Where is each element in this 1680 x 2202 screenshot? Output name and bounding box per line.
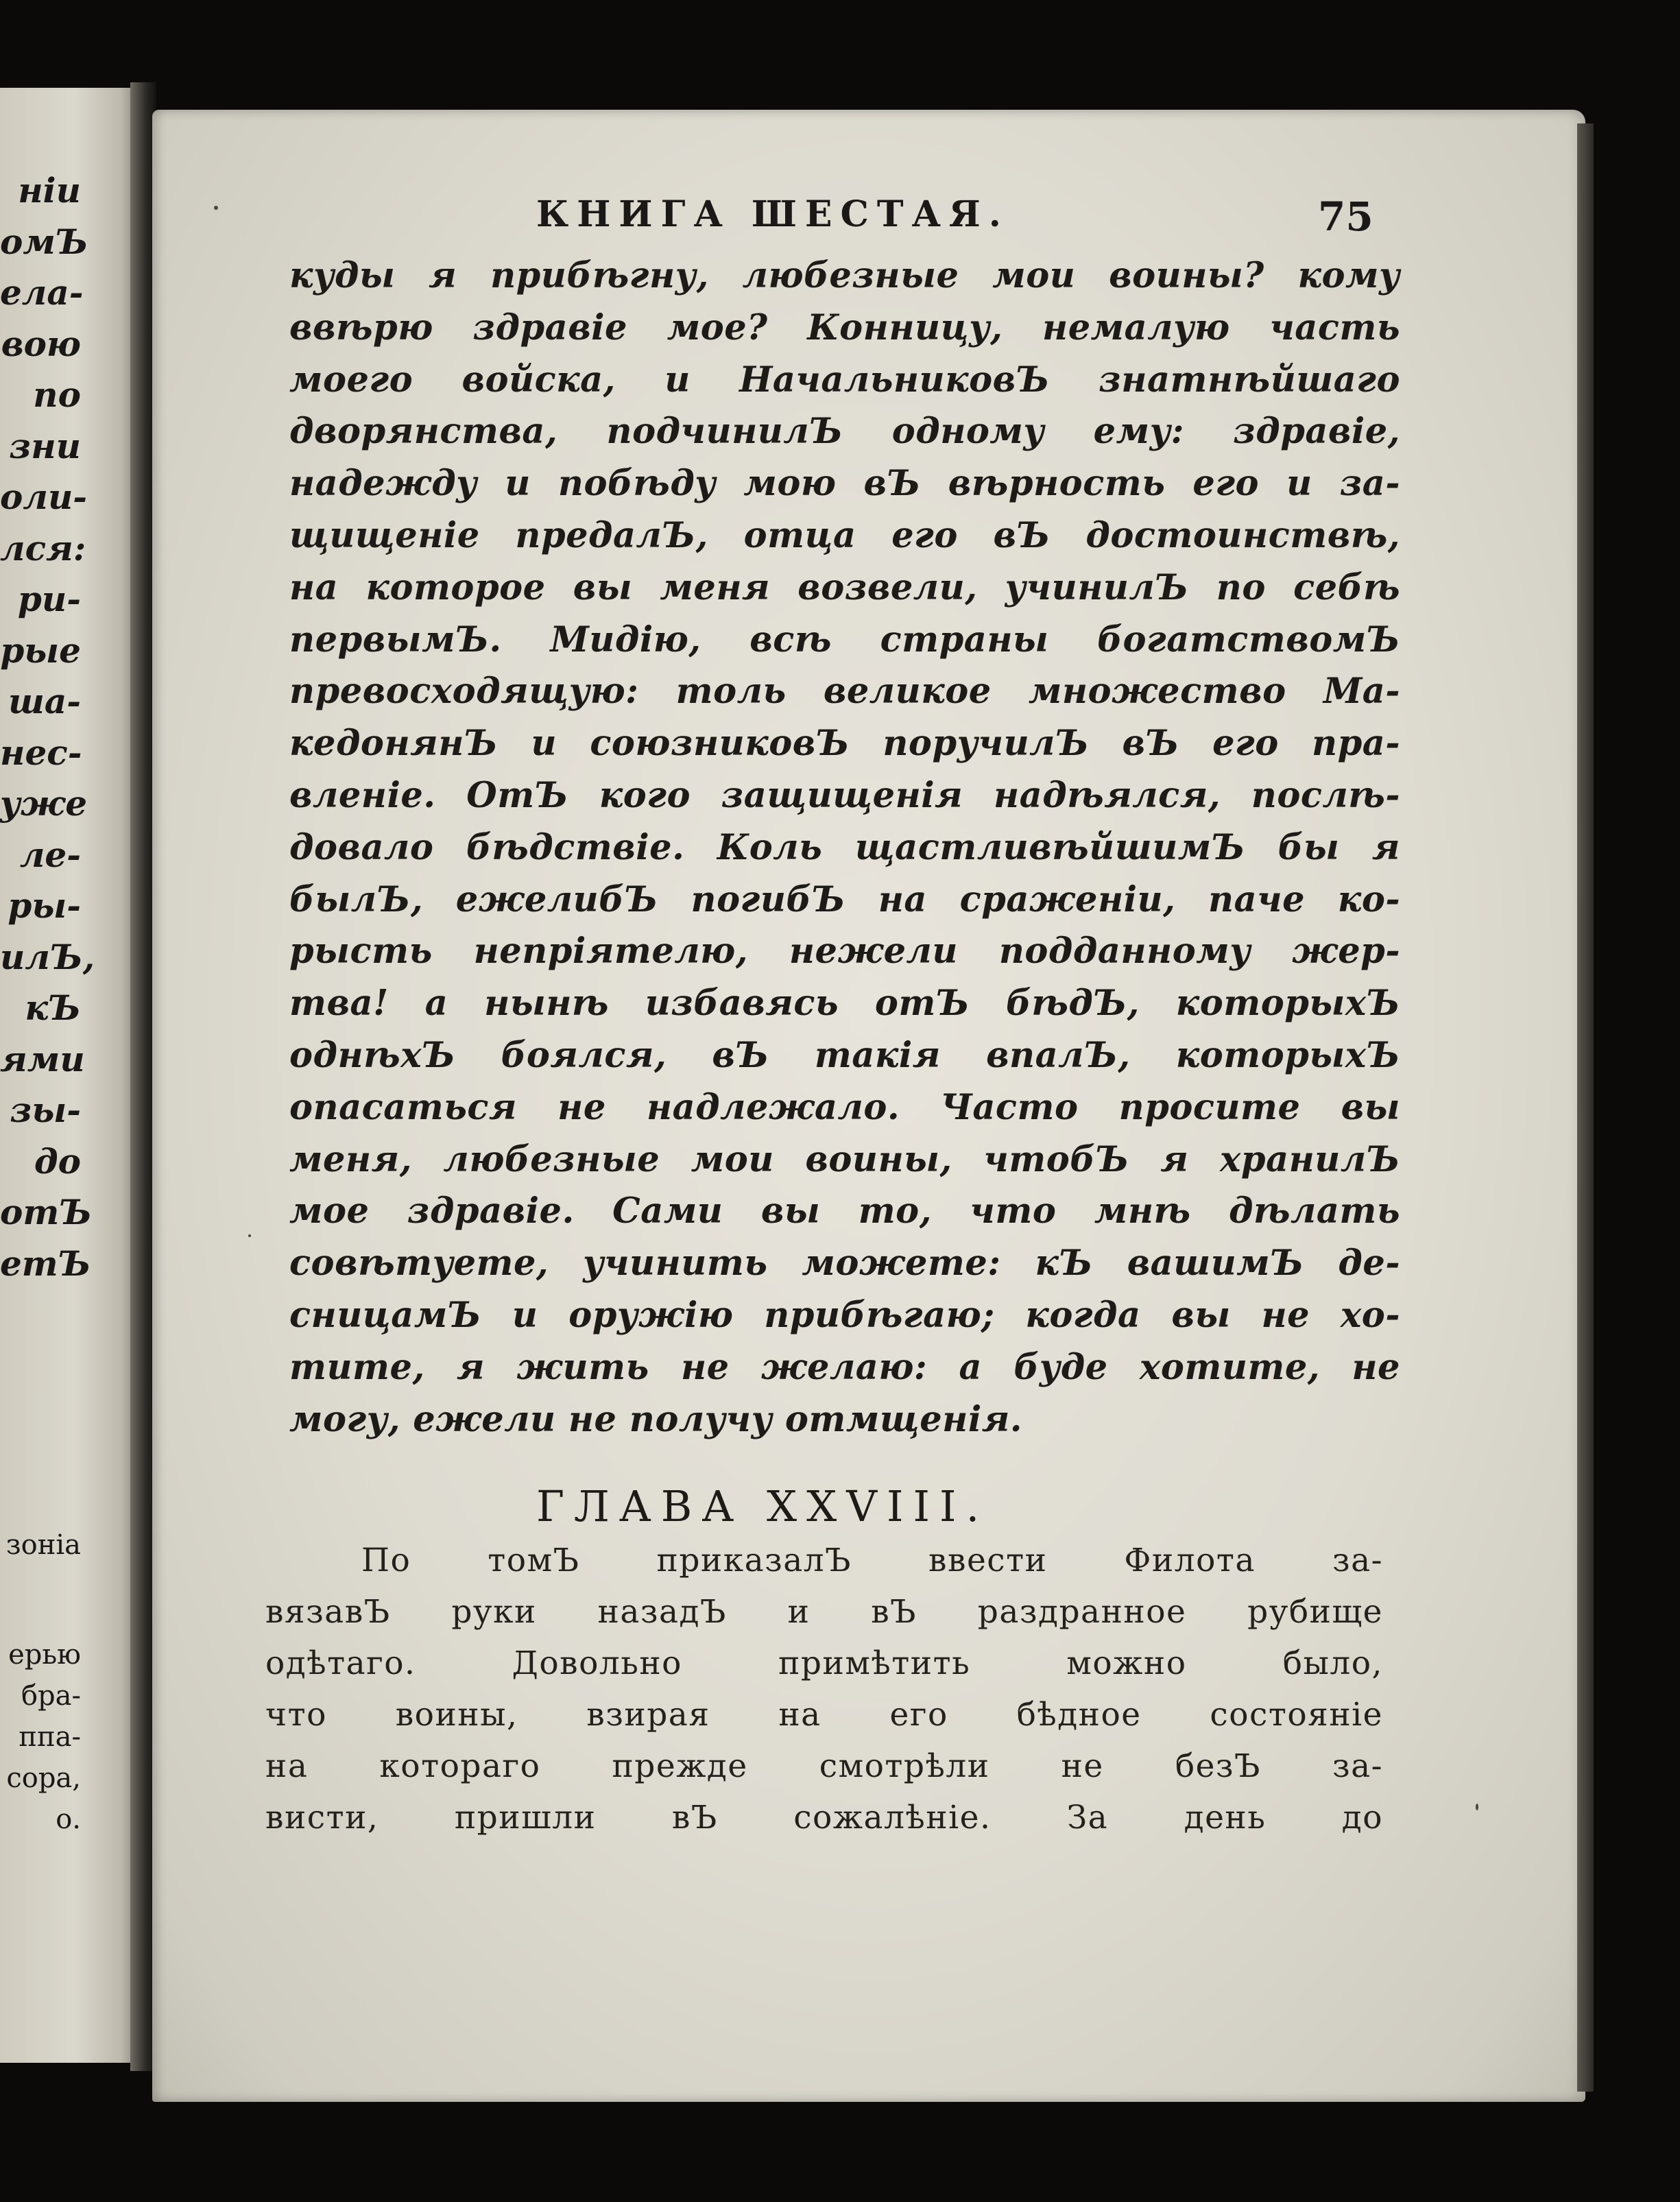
text-line: рысть непріятелю, нежели подданному жер- xyxy=(289,931,1400,972)
text-line: кедонянЪ и союзниковЪ поручилЪ вЪ его пра- xyxy=(289,723,1400,765)
left-page-line: по xyxy=(33,374,81,415)
left-page-line: ша- xyxy=(8,681,81,721)
left-page-line: рые xyxy=(0,630,81,671)
left-page-line: сора, xyxy=(6,1762,81,1794)
left-page-line: ерью xyxy=(8,1639,81,1671)
text-line: совѣтуете, учинить можете: кЪ вашимЪ де- xyxy=(289,1243,1400,1284)
text-line: вязавЪ руки назадЪ и вЪ раздранное рубище xyxy=(265,1593,1383,1631)
text-line: моего войска, и НачальниковЪ знатнѣйшаго xyxy=(289,359,1400,400)
left-page-line: омЪ xyxy=(0,221,88,262)
left-page-line: вою xyxy=(1,323,81,364)
text-line: на которое вы меня возвели, учинилЪ по себѣ xyxy=(289,566,1400,608)
left-page-line: ями xyxy=(0,1038,85,1079)
roman-paragraph xyxy=(265,1535,1383,1843)
chapter-title: ГЛАВА XXVIII. xyxy=(536,1481,989,1531)
text-line: довало бѣдствіе. Коль щастливѣйшимЪ бы я xyxy=(289,826,1400,868)
text-line: могу, ежели не получу отмщенія. xyxy=(289,1398,1023,1440)
left-page-line: до xyxy=(34,1140,81,1182)
left-page-line: отЪ xyxy=(0,1192,93,1232)
text-line: дворянства, подчинилЪ одному ему: здравіе, xyxy=(289,411,1400,453)
italic-paragraph xyxy=(289,250,1400,1446)
left-page-line: о. xyxy=(56,1804,81,1835)
page-number: 75 xyxy=(1318,193,1373,240)
left-page-line: зни xyxy=(9,425,81,466)
running-head: КНИГА ШЕСТАЯ. xyxy=(536,193,1009,235)
text-line: превосходящую: толь великое множество Ма- xyxy=(289,671,1400,713)
text-line: мое здравіе. Сами вы то, что мнѣ дѣлать xyxy=(289,1190,1400,1232)
text-line: одѣтаго. Довольно примѣтить можно было, xyxy=(265,1644,1383,1682)
text-line: опасаться не надлежало. Часто просите вы xyxy=(289,1086,1400,1128)
left-page-line: нес- xyxy=(0,732,82,773)
text-line: сницамЪ и оружію прибѣгаю; когда вы не хо- xyxy=(289,1294,1400,1336)
text-line: что воины, взирая на его бѣдное состояніе xyxy=(265,1696,1383,1734)
text-line: щищеніе предалЪ, отца его вЪ достоинствѣ, xyxy=(289,514,1400,556)
left-page-line: кЪ xyxy=(25,988,81,1028)
text-line: меня, любезные мои воины, чтобЪ я хранилЪ xyxy=(289,1138,1400,1180)
left-page-line: оли- xyxy=(0,477,88,517)
left-page-line: ппа- xyxy=(19,1721,81,1753)
left-page-line: бра- xyxy=(21,1680,81,1712)
text-line: вленіе. ОтЪ кого защищенія надѣялся, послѣ- xyxy=(289,774,1400,816)
paper-speck xyxy=(214,206,218,210)
text-line: на котораго прежде смотрѣли не безЪ за- xyxy=(265,1747,1383,1785)
text-line: ввѣрю здравіе мое? Конницу, немалую часть xyxy=(289,307,1400,348)
book-page xyxy=(152,110,1585,2102)
text-line: тите, я жить не желаю: а буде хотите, не xyxy=(289,1346,1400,1388)
text-line: надежду и побѣду мою вЪ вѣрность его и за- xyxy=(289,463,1400,505)
paper-speck xyxy=(248,1234,251,1237)
left-page-line: етЪ xyxy=(0,1243,91,1284)
left-page-line: илЪ, xyxy=(0,936,95,977)
left-page-line: ніи xyxy=(18,170,81,211)
text-line: первымЪ. Мидію, всѣ страны богатствомЪ xyxy=(289,619,1400,660)
previous-page-fragment xyxy=(0,88,137,2063)
left-page-line: ела- xyxy=(0,272,84,313)
text-line: однѣхЪ боялся, вЪ такія впалЪ, которыхЪ xyxy=(289,1034,1400,1076)
text-line: былЪ, ежелибЪ погибЪ на сраженіи, паче ко- xyxy=(289,878,1400,920)
left-page-line: ри- xyxy=(17,579,81,619)
text-line: По томЪ приказалЪ ввести Филота за- xyxy=(361,1542,1383,1579)
text-line: висти, пришли вЪ сожалѣніе. За день до xyxy=(265,1799,1383,1836)
left-page-line: уже xyxy=(0,783,88,824)
page-edge-shadow xyxy=(1577,123,1594,2092)
left-page-line: ры- xyxy=(8,885,81,926)
left-page-line: зоніа xyxy=(5,1529,81,1561)
left-page-line: лся: xyxy=(0,527,86,569)
paper-speck xyxy=(1476,1804,1478,1810)
text-line: тва! а нынѣ избавясь отЪ бѣдЪ, которыхЪ xyxy=(289,983,1400,1025)
left-page-line: зы- xyxy=(10,1090,81,1130)
text-line: куды я прибѣгну, любезные мои воины? кому xyxy=(289,255,1400,296)
left-page-line: ле- xyxy=(19,834,81,875)
